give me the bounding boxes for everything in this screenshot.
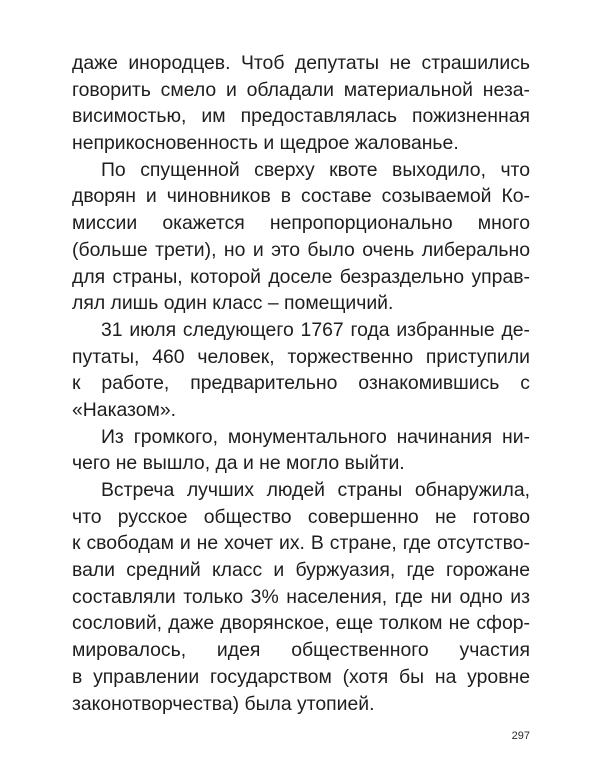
text-line: миссии окажется непропорционально много bbox=[72, 212, 530, 235]
text-line: висимостью, им предоставлялась пожизненная bbox=[72, 105, 530, 128]
text-line: вали средний класс и буржуазия, где горожане bbox=[72, 559, 530, 582]
text-line: Из громкого, монументального начинания ни- bbox=[101, 425, 530, 448]
text-line: для страны, которой доселе безраздельно управ- bbox=[72, 265, 530, 288]
text-line: даже инородцев. Чтоб депутаты не страшились bbox=[72, 52, 530, 74]
text-line: что русское общество совершенно не готово bbox=[72, 505, 530, 528]
text-line: составляли только 3% населения, где ни одно из bbox=[72, 585, 530, 608]
text-line: дворян и чиновников в составе созываемой Ко- bbox=[72, 185, 530, 208]
page-number: 297 bbox=[511, 730, 530, 742]
text-line: неприкосновенность и щедрое жалованье. bbox=[72, 132, 459, 155]
text-line: чего не вышло, да и не могло выйти. bbox=[72, 452, 405, 475]
text-line: (больше трети), но и это было очень либерально bbox=[72, 238, 530, 261]
text-line: к работе, предварительно ознакомившись с bbox=[72, 372, 530, 395]
page-text bbox=[72, 50, 530, 717]
text-line: 31 июля следующего 1767 года избранные де- bbox=[101, 318, 530, 341]
text-line: мировалось, идея общественного участия bbox=[72, 639, 530, 662]
text-line: «Наказом». bbox=[72, 398, 177, 421]
text-line: Встреча лучших людей страны обнаружила, bbox=[101, 479, 530, 501]
text-line: путаты, 460 человек, торжественно приступили bbox=[72, 345, 530, 368]
text-line: сословий, даже дворянское, еще толком не сфор- bbox=[72, 612, 530, 635]
text-line: лял лишь один класс – помещичий. bbox=[72, 292, 394, 315]
text-line: в управлении государством (хотя бы на уровне bbox=[72, 665, 530, 688]
text-line: говорить смело и обладали материальной неза- bbox=[72, 78, 530, 101]
text-line: законотворчества) была утопией. bbox=[72, 692, 375, 715]
text-line: к свободам и не хочет их. В стране, где отсутство- bbox=[72, 532, 530, 555]
text-line: По спущенной сверху квоте выходило, что bbox=[101, 158, 530, 181]
